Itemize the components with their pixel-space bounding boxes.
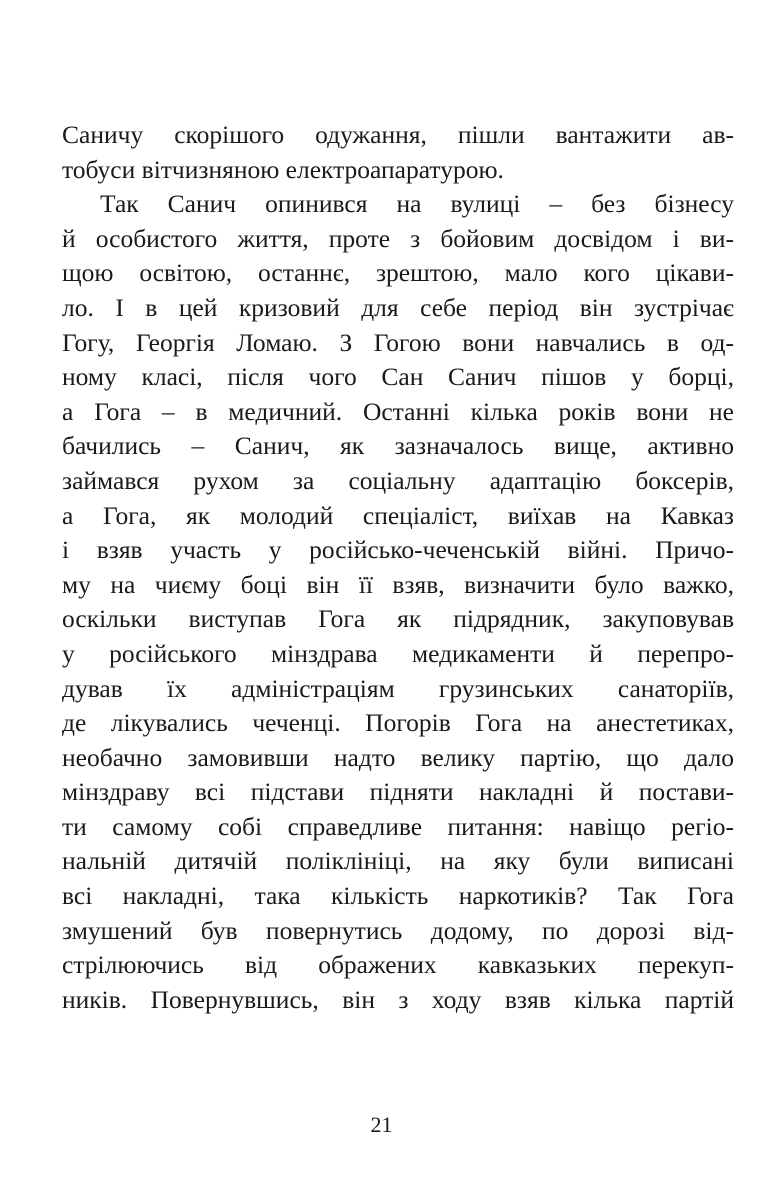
text-line: у російського мінздрава медикаменти й перепро-: [62, 638, 734, 668]
text-line: займався рухом за соціальну адаптацію боксерів,: [62, 465, 734, 495]
text-line: Саничу скорішого одужання, пішли вантажити ав-: [62, 120, 734, 149]
text-line: стрілюючись від ображених кавказьких перекуп-: [62, 950, 734, 980]
text-line: всі накладні, така кількість наркотиків? Так Гога: [62, 881, 734, 911]
text-line: мінздраву всі підстави підняти накладні й постави-: [62, 777, 734, 807]
text-line: тобуси вітчизняною електроапаратурою.: [62, 154, 504, 184]
text-line: Так Санич опинився на вулиці – без бізнесу: [100, 189, 734, 219]
text-line: ному класі, після чого Сан Санич пішов у борці,: [62, 362, 734, 392]
text-line: а Гога – в медичний. Останні кілька років вони не: [62, 396, 734, 426]
page-number: 21: [370, 1112, 393, 1137]
text-line: і взяв участь у російсько-чеченській війні. Причо-: [62, 535, 734, 565]
text-line: ти самому собі справедливе питання: навіщо регіо-: [62, 811, 734, 841]
text-line: й особистого життя, проте з бойовим досвідом і ви-: [62, 223, 734, 253]
text-line: ників. Повернувшись, він з ходу взяв кілька партій: [62, 984, 734, 1014]
text-line: оскільки виступав Гога як підрядник, закуповував: [62, 604, 734, 634]
text-line: необачно замовивши надто велику партію, що дало: [62, 742, 734, 772]
text-line: дував їх адміністраціям грузинських санаторіїв,: [62, 673, 734, 703]
text-line: де лікувались чеченці. Погорів Гога на анестетиках,: [62, 708, 734, 738]
text-line: бачились – Санич, як зазначалось вище, активно: [62, 431, 734, 461]
body-text: [62, 118, 734, 1017]
text-line: ло. І в цей кризовий для себе період він зустрічає: [62, 292, 734, 322]
text-line: му на чиєму боці він її взяв, визначити було важко,: [62, 569, 734, 599]
text-line: щою освітою, останнє, зрештою, мало кого цікави-: [62, 258, 734, 288]
text-line: змушений був повернутись додому, по дорозі від-: [62, 915, 734, 945]
text-line: нальній дитячій поліклініці, на яку були виписані: [62, 846, 734, 876]
text-line: а Гога, як молодий спеціаліст, виїхав на Кавказ: [62, 500, 734, 530]
text-line: Гогу, Георгія Ломаю. З Гогою вони навчались в од-: [62, 327, 734, 357]
